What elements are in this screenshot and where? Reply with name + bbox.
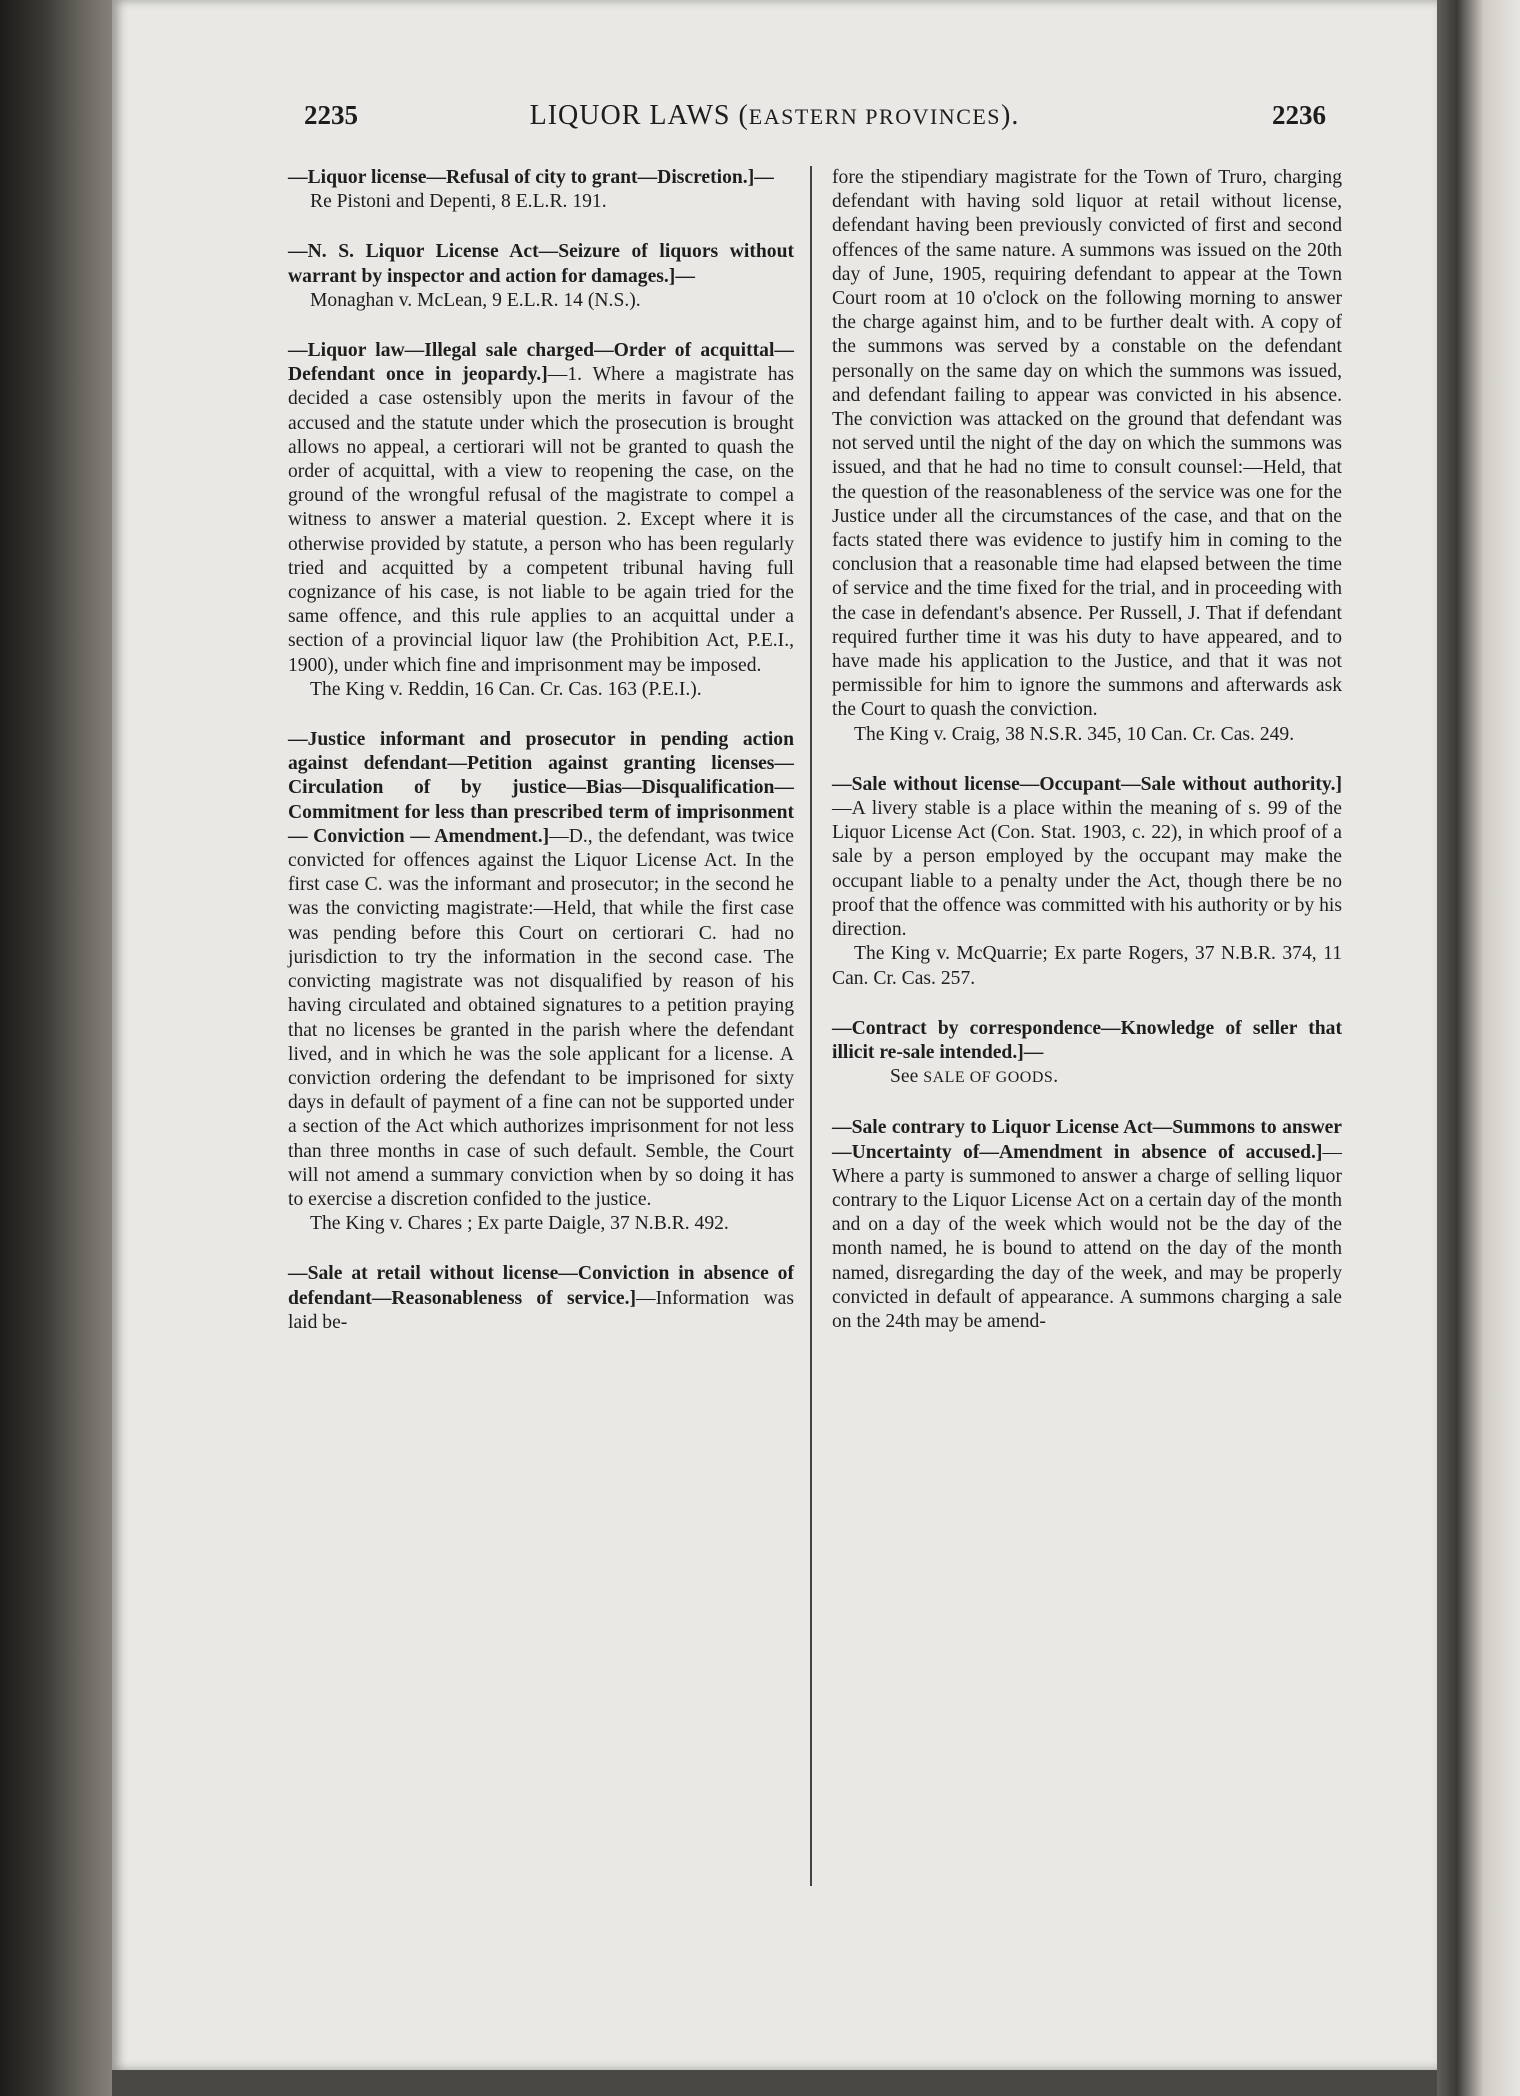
entry-body: —A livery stable is a place within the meaning of s. 99 of the Liquor License Act (Con. Stat. 1903, c. 22), in which proof of a sale by a person employed by the occupant may make the occupant liable to a penalty under the Act, though there be no proof that the offence was committed with his authority or by his direction. xyxy=(832,798,1342,941)
title-main: LIQUOR LAWS ( xyxy=(529,100,749,131)
entry-heading: —Sale without license—Occupant—Sale without authority.] xyxy=(832,773,1342,795)
entry-heading: —Sale at retail without license—Conviction in absence of defendant—Reasonableness of service.] xyxy=(288,1263,794,1309)
digest-entry xyxy=(832,1116,1342,1334)
page-bottom-edge xyxy=(112,2070,1437,2096)
title-end: ). xyxy=(1001,100,1020,131)
entry-body: —1. Where a magistrate has decided a case ostensibly upon the merits in favour of the accused and the statute under which the prosecution is brought allows no appeal, a certiorari will not be granted to quash the order of acquittal, with a view to reopening the case, on the ground of the wrongful refusal of the magistrate to compel a witness to answer a material question. 2. Except where it is otherwise provided by statute, a person who has been regularly tried and acquitted by a competent tribunal having full cognizance of his case, is not liable to be again tried for the same offence, and this rule applies to an acquittal under a section of a provincial liquor law (the Prohibition Act, P.E.I., 1900), under which fine and imprisonment may be imposed. xyxy=(288,364,794,676)
facing-page-edge xyxy=(1430,0,1520,2096)
entry-heading: —Liquor license—Refusal of city to grant—Discretion.]— xyxy=(288,167,774,188)
left-column xyxy=(288,166,794,1361)
entry-citation: Re Pistoni and Depenti, 8 E.L.R. 191. xyxy=(310,191,607,213)
entry-body: —Where a party is summoned to answer a charge of selling liquor contrary to the Liquor License Act on a certain day of the month and on a day of the week which would not be the day of the month named, he is bound to attend on the day of the month named, disregarding the day of the week, and may be properly convicted in default of appearance. A summons charging a sale on the 24th may be amend- xyxy=(832,1141,1342,1332)
digest-entry xyxy=(832,773,1342,991)
book-page xyxy=(112,0,1437,2070)
digest-entry xyxy=(288,728,794,1236)
entry-heading: —Contract by correspondence—Knowledge of seller that illicit re-sale intended.]— xyxy=(832,1017,1342,1063)
entry-citation: The King v. Craig, 38 N.S.R. 345, 10 Can. Cr. Cas. 249. xyxy=(854,723,1295,745)
entry-body: fore the stipendiary magistrate for the Town of Truro, charging defendant with having sold liquor at retail without license, defendant having been previously convicted of first and second offences of the same nature. A summons was issued on the 20th day of June, 1905, requiring defendant to appear at the Town Court room at 10 o'clock on the following morning to answer the charge against him, and to be further dealt with. A copy of the summons was served by a constable on the defendant personally on the same day on which the summons was issued, and defendant failing to appear was convicted in his absence. The conviction was attacked on the ground that defendant was not served until the night of the day on which the summons was issued, and that he had no time to consult counsel:—Held, that the question of the reasonableness of the service was one for the Justice under all the circumstances of the case, and that on the facts stated there was evidence to justify him in coming to the conclusion that a reasonable time had elapsed between the time of service and the time fixed for the trial, and in proceeding with the case in defendant's absence. Per Russell, J. That if defendant required further time it was his duty to have appeared, and to have made his application to the Justice, and that it was not permissible for him to ignore the summons and afterwards ask the Court to quash the conviction. xyxy=(832,167,1342,721)
entry-citation: The King v. Reddin, 16 Can. Cr. Cas. 163 (P.E.I.). xyxy=(310,678,702,700)
right-column xyxy=(832,166,1342,1360)
entry-heading: —Justice informant and prosecutor in pending action against defendant—Petition against granting licenses—Circulation of by justice—Bias—Disqualification—Commitment for less than prescribed term of imprisonment — Conviction — Amendment.] xyxy=(288,729,794,847)
digest-entry xyxy=(832,1017,1342,1091)
entry-citation: The King v. Chares ; Ex parte Daigle, 37 N.B.R. 492. xyxy=(310,1213,729,1235)
entry-citation: Monaghan v. McLean, 9 E.L.R. 14 (N.S.). xyxy=(310,289,641,311)
see-end: . xyxy=(1053,1066,1059,1088)
see-reference: SALE OF GOODS xyxy=(923,1069,1054,1087)
entry-body: —D., the defendant, was twice convicted for offences against the Liquor License Act. In the first case C. was the informant and prosecutor; in the second he was the convicting magistrate:—Held, that while the first case was pending before this Court on certiorari C. had no jurisdiction to try the information in the second case. The convicting magistrate was not disqualified by reason of his having circulated and obtained signatures to a petition praying that no licenses be granted in the parish where the defendant lived, and in which he was the sole applicant for a license. A conviction ordering the defendant to be imprisoned for sixty days in default of payment of a fine can not be supported under a section of the Act which authorizes imprisonment for not less than three months in case of such default. Semble, the Court will not amend a summary conviction when by so doing it has to exercise a discretion confided to the justice. xyxy=(288,825,795,1210)
page-number-left: 2235 xyxy=(304,100,358,130)
cross-reference xyxy=(832,1065,1342,1090)
entry-heading: —N. S. Liquor License Act—Seizure of liquors without warrant by inspector and action for damages.]— xyxy=(288,241,794,287)
entry-body: —Information was laid be- xyxy=(288,1287,794,1333)
column-divider xyxy=(810,166,812,1886)
digest-entry xyxy=(288,339,794,702)
entry-heading: —Liquor law—Illegal sale charged—Order of acquittal—Defendant once in jeopardy.] xyxy=(288,340,794,386)
digest-entry-continued xyxy=(832,166,1342,747)
running-header xyxy=(112,100,1437,140)
see-label: See xyxy=(890,1066,924,1088)
entry-heading: —Sale contrary to Liquor License Act—Summons to answer—Uncertainty of—Amendment in absence of accused.] xyxy=(832,1117,1342,1163)
title-small-caps: EASTERN PROVINCES xyxy=(748,104,1002,129)
digest-entry xyxy=(288,240,794,313)
running-title xyxy=(112,100,1437,132)
book-spine xyxy=(0,0,122,2096)
page-number-right: 2236 xyxy=(1272,100,1326,130)
digest-entry xyxy=(288,1262,794,1335)
digest-entry xyxy=(288,166,794,214)
entry-citation: The King v. McQuarrie; Ex parte Rogers, 37 N.B.R. 374, 11 Can. Cr. Cas. 257. xyxy=(832,943,1342,989)
